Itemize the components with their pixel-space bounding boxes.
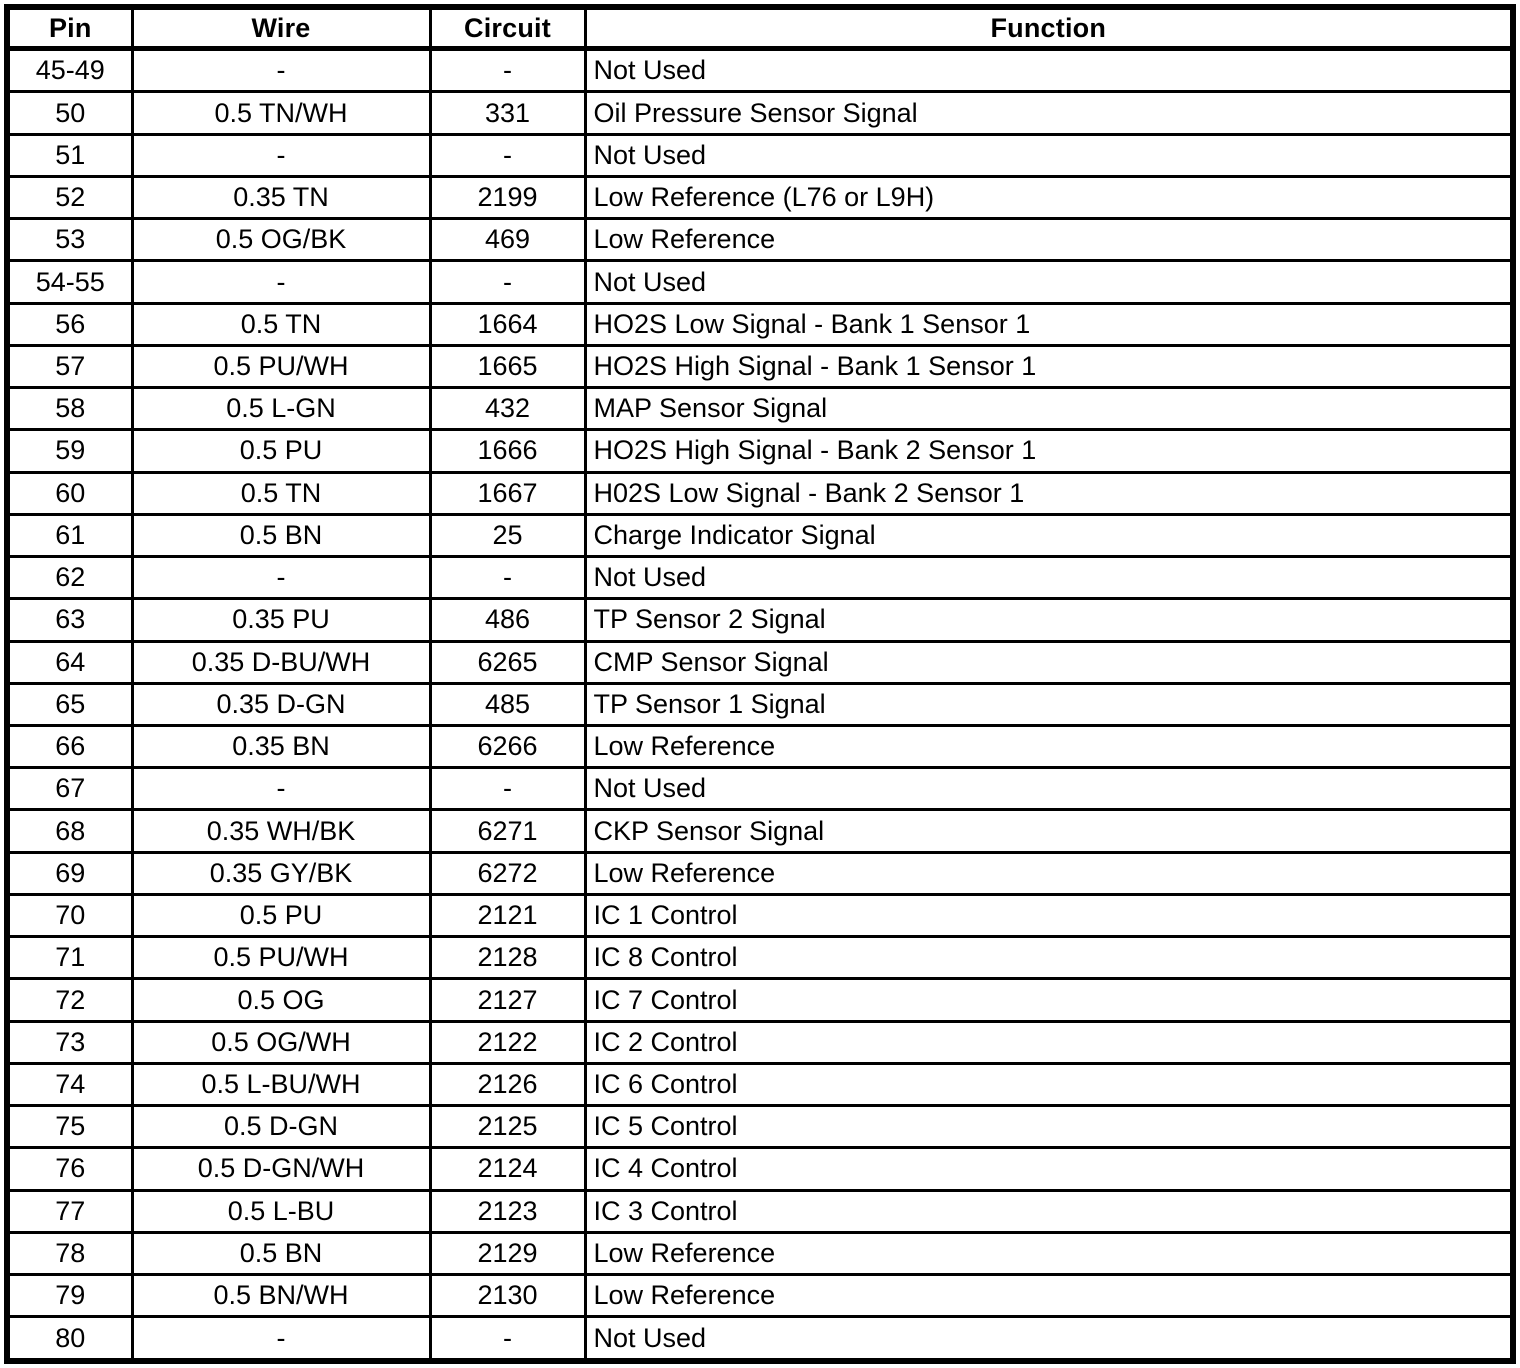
wire-cell: 0.5 BN: [132, 514, 430, 556]
pin-cell: 59: [7, 430, 132, 472]
circuit-cell: 331: [430, 92, 585, 134]
table-row: [7, 557, 1513, 599]
circuit-cell: -: [430, 1317, 585, 1361]
wire-cell: 0.5 L-BU/WH: [132, 1063, 430, 1105]
table-row: [7, 430, 1513, 472]
pin-cell: 77: [7, 1190, 132, 1232]
table-row: [7, 92, 1513, 134]
circuit-cell: -: [430, 49, 585, 92]
pin-cell: 64: [7, 641, 132, 683]
pin-cell: 71: [7, 937, 132, 979]
column-header-circuit: Circuit: [430, 7, 585, 49]
wire-cell: 0.5 OG: [132, 979, 430, 1021]
table-row: [7, 388, 1513, 430]
pin-cell: 52: [7, 176, 132, 218]
table-body: [7, 49, 1513, 1362]
pin-cell: 56: [7, 303, 132, 345]
wire-cell: 0.5 BN/WH: [132, 1275, 430, 1317]
table-row: [7, 303, 1513, 345]
wire-cell: 0.5 PU/WH: [132, 937, 430, 979]
pin-cell: 68: [7, 810, 132, 852]
function-cell: HO2S Low Signal - Bank 1 Sensor 1: [585, 303, 1513, 345]
function-cell: Low Reference (L76 or L9H): [585, 176, 1513, 218]
table-row: [7, 345, 1513, 387]
function-cell: H02S Low Signal - Bank 2 Sensor 1: [585, 472, 1513, 514]
table-row: [7, 1317, 1513, 1361]
circuit-cell: 432: [430, 388, 585, 430]
table-row: [7, 1232, 1513, 1274]
pin-cell: 66: [7, 725, 132, 767]
wire-cell: 0.35 TN: [132, 176, 430, 218]
wire-cell: 0.35 GY/BK: [132, 852, 430, 894]
wire-cell: -: [132, 1317, 430, 1361]
pin-cell: 69: [7, 852, 132, 894]
function-cell: IC 2 Control: [585, 1021, 1513, 1063]
wire-cell: 0.5 PU/WH: [132, 345, 430, 387]
wire-cell: 0.35 BN: [132, 725, 430, 767]
table-row: [7, 810, 1513, 852]
circuit-cell: 6266: [430, 725, 585, 767]
pin-cell: 74: [7, 1063, 132, 1105]
wire-cell: 0.5 BN: [132, 1232, 430, 1274]
circuit-cell: 25: [430, 514, 585, 556]
pin-cell: 58: [7, 388, 132, 430]
circuit-cell: 486: [430, 599, 585, 641]
table-row: [7, 134, 1513, 176]
circuit-cell: 2123: [430, 1190, 585, 1232]
table-row: [7, 261, 1513, 303]
function-cell: IC 1 Control: [585, 894, 1513, 936]
function-cell: TP Sensor 2 Signal: [585, 599, 1513, 641]
table-row: [7, 641, 1513, 683]
function-cell: IC 5 Control: [585, 1106, 1513, 1148]
circuit-cell: 2122: [430, 1021, 585, 1063]
function-cell: Low Reference: [585, 1275, 1513, 1317]
wire-cell: -: [132, 768, 430, 810]
function-cell: IC 4 Control: [585, 1148, 1513, 1190]
table-row: [7, 219, 1513, 261]
pin-cell: 79: [7, 1275, 132, 1317]
pin-cell: 67: [7, 768, 132, 810]
function-cell: Not Used: [585, 49, 1513, 92]
table-row: [7, 49, 1513, 92]
pin-cell: 76: [7, 1148, 132, 1190]
circuit-cell: 485: [430, 683, 585, 725]
pinout-table: [4, 4, 1516, 1364]
circuit-cell: 2126: [430, 1063, 585, 1105]
pin-cell: 60: [7, 472, 132, 514]
header-row: [7, 7, 1513, 49]
circuit-cell: 2128: [430, 937, 585, 979]
table-row: [7, 852, 1513, 894]
function-cell: Not Used: [585, 768, 1513, 810]
wire-cell: 0.5 L-GN: [132, 388, 430, 430]
wire-cell: -: [132, 557, 430, 599]
circuit-cell: 1664: [430, 303, 585, 345]
table-row: [7, 725, 1513, 767]
function-cell: Not Used: [585, 557, 1513, 599]
pin-cell: 53: [7, 219, 132, 261]
pin-cell: 61: [7, 514, 132, 556]
function-cell: Low Reference: [585, 1232, 1513, 1274]
function-cell: IC 8 Control: [585, 937, 1513, 979]
function-cell: TP Sensor 1 Signal: [585, 683, 1513, 725]
circuit-cell: -: [430, 261, 585, 303]
function-cell: Not Used: [585, 1317, 1513, 1361]
pin-cell: 57: [7, 345, 132, 387]
wire-cell: 0.5 TN: [132, 303, 430, 345]
wire-cell: 0.5 OG/WH: [132, 1021, 430, 1063]
pin-cell: 62: [7, 557, 132, 599]
table-row: [7, 176, 1513, 218]
table-row: [7, 683, 1513, 725]
table-row: [7, 894, 1513, 936]
function-cell: IC 3 Control: [585, 1190, 1513, 1232]
function-cell: Not Used: [585, 261, 1513, 303]
function-cell: Charge Indicator Signal: [585, 514, 1513, 556]
wire-cell: 0.5 D-GN/WH: [132, 1148, 430, 1190]
table-row: [7, 514, 1513, 556]
function-cell: MAP Sensor Signal: [585, 388, 1513, 430]
circuit-cell: -: [430, 557, 585, 599]
pin-cell: 54-55: [7, 261, 132, 303]
table-row: [7, 472, 1513, 514]
wire-cell: 0.5 PU: [132, 430, 430, 472]
function-cell: Not Used: [585, 134, 1513, 176]
wire-cell: -: [132, 134, 430, 176]
pin-cell: 72: [7, 979, 132, 1021]
pin-cell: 50: [7, 92, 132, 134]
circuit-cell: 1665: [430, 345, 585, 387]
circuit-cell: 2129: [430, 1232, 585, 1274]
wire-cell: 0.5 L-BU: [132, 1190, 430, 1232]
circuit-cell: 6271: [430, 810, 585, 852]
wire-cell: 0.5 OG/BK: [132, 219, 430, 261]
circuit-cell: 2121: [430, 894, 585, 936]
pin-cell: 75: [7, 1106, 132, 1148]
pin-cell: 51: [7, 134, 132, 176]
table-row: [7, 1106, 1513, 1148]
table-row: [7, 979, 1513, 1021]
column-header-wire: Wire: [132, 7, 430, 49]
circuit-cell: 2127: [430, 979, 585, 1021]
table-header: [7, 7, 1513, 49]
table-row: [7, 1275, 1513, 1317]
wire-cell: 0.5 TN/WH: [132, 92, 430, 134]
pin-cell: 78: [7, 1232, 132, 1274]
wire-cell: 0.5 D-GN: [132, 1106, 430, 1148]
circuit-cell: 2125: [430, 1106, 585, 1148]
function-cell: Low Reference: [585, 725, 1513, 767]
table-row: [7, 1063, 1513, 1105]
table-row: [7, 768, 1513, 810]
function-cell: Low Reference: [585, 219, 1513, 261]
pin-cell: 73: [7, 1021, 132, 1063]
circuit-cell: -: [430, 768, 585, 810]
wire-cell: 0.35 PU: [132, 599, 430, 641]
circuit-cell: 6265: [430, 641, 585, 683]
table-row: [7, 1021, 1513, 1063]
function-cell: CKP Sensor Signal: [585, 810, 1513, 852]
function-cell: Low Reference: [585, 852, 1513, 894]
column-header-function: Function: [585, 7, 1513, 49]
wire-cell: 0.35 D-BU/WH: [132, 641, 430, 683]
wire-cell: -: [132, 261, 430, 303]
function-cell: Oil Pressure Sensor Signal: [585, 92, 1513, 134]
circuit-cell: 6272: [430, 852, 585, 894]
column-header-pin: Pin: [7, 7, 132, 49]
wire-cell: -: [132, 49, 430, 92]
table-row: [7, 937, 1513, 979]
wire-cell: 0.5 TN: [132, 472, 430, 514]
pin-cell: 80: [7, 1317, 132, 1361]
circuit-cell: 469: [430, 219, 585, 261]
function-cell: CMP Sensor Signal: [585, 641, 1513, 683]
circuit-cell: 2130: [430, 1275, 585, 1317]
pin-cell: 70: [7, 894, 132, 936]
circuit-cell: 1667: [430, 472, 585, 514]
circuit-cell: 2199: [430, 176, 585, 218]
pin-cell: 63: [7, 599, 132, 641]
table-row: [7, 1148, 1513, 1190]
wire-cell: 0.5 PU: [132, 894, 430, 936]
wire-cell: 0.35 D-GN: [132, 683, 430, 725]
pin-cell: 45-49: [7, 49, 132, 92]
table-row: [7, 1190, 1513, 1232]
function-cell: HO2S High Signal - Bank 1 Sensor 1: [585, 345, 1513, 387]
circuit-cell: 2124: [430, 1148, 585, 1190]
table-row: [7, 599, 1513, 641]
function-cell: HO2S High Signal - Bank 2 Sensor 1: [585, 430, 1513, 472]
pin-cell: 65: [7, 683, 132, 725]
function-cell: IC 7 Control: [585, 979, 1513, 1021]
circuit-cell: 1666: [430, 430, 585, 472]
function-cell: IC 6 Control: [585, 1063, 1513, 1105]
wire-cell: 0.35 WH/BK: [132, 810, 430, 852]
circuit-cell: -: [430, 134, 585, 176]
